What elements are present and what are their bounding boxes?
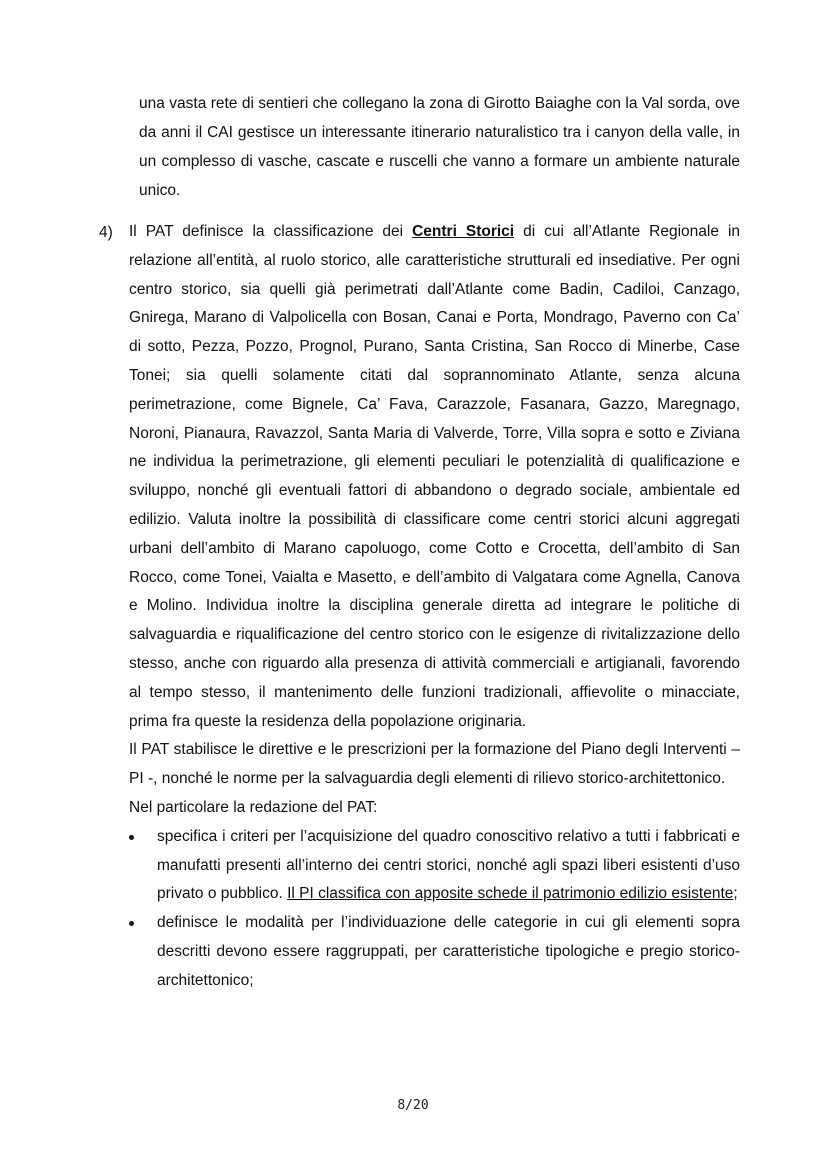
lead-text-before: Il PAT definisce la classificazione dei — [129, 223, 413, 240]
bullet-text-end: ; — [733, 885, 738, 903]
centri-storici-paragraph — [129, 218, 740, 736]
bullet-item-categories — [129, 909, 740, 995]
lead-text-after: di cui all’Atlante Regionale in relazione all’entità, al ruolo storico, alle caratteristiche strutturali ed insediative. Per ogni centro storico, sia quelli già perimetrati dall’Atlante come Badin, Cadiloi, Canzago, Gnirega, Marano di Valpolicella con Bosan, Canai e Porta, Mondrago, Paverno con Ca’ di sotto, Pezza, Pozzo, Prognol, Purano, Santa Cristina, San Rocco di Minerbe, Case Tonei; sia quelli solamente citati dal soprannominato Atlante, senza alcuna perimetrazione, come Bignele, Ca’ Fava, Carazzole, Fasanara, Gazzo, Maregnago, Noroni, Pianaura, Ravazzol, Santa Maria di Valverde, Torre, Villa sopra e sotto e Ziviana ne individua la perimetrazione, gli elementi peculiari le potenzialità di qualificazione e sviluppo, nonché gli eventuali fattori di abbandono o degrado sociale, ambientale ed edilizio. Valuta inoltre la possibilità di classificare come centri storici alcuni aggregati urbani dell’ambito di Marano capoluogo, come Cotto e Crocetta, dell’ambito di San Rocco, come Tonei, Vaialta e Masetto, e dell’ambito di Valgatara come Agnella, Canova e Molino. Individua inoltre la disciplina generale diretta ad integrare le politiche di salvaguardia e riqualificazione del centro storico con le esigenze di rivitalizzazione dello stesso, anche con riguardo alla presenza di attività commerciali e artigianali, favorendo al tempo stesso, il mantenimento delle funzioni tradizionali, affievolite o minacciate, prima fra queste la residenza della popolazione originaria. — [129, 223, 741, 730]
list-item-number: 4) — [99, 224, 113, 241]
intro-paragraph: una vasta rete di sentieri che collegano la zona di Girotto Baiaghe con la Val sorda, ove da anni il CAI gestisce un interessante itinerario naturalistico tra i canyon della valle, in un complesso di vasche, cascate e ruscelli che vanno a formare un ambiente naturale unico. — [139, 94, 740, 199]
list-item-body — [129, 218, 740, 996]
list-item-4 — [99, 218, 740, 996]
bullet-list — [129, 823, 740, 996]
bullet-underlined-text: Il PI classifica con apposite schede il patrimonio edilizio esistente — [287, 885, 734, 903]
particulars-intro: Nel particolare la redazione del PAT: — [129, 798, 378, 816]
bullet-text: definisce le modalità per l’individuazione delle categorie in cui gli elementi sopra descritti devono essere raggruppati, per caratteristiche tipologiche e pregio storico-architettonico; — [157, 914, 740, 989]
bullet-dot-icon — [129, 921, 134, 926]
directives-paragraph: Il PAT stabilisce le direttive e le prescrizioni per la formazione del Piano degli Interventi – PI -, nonché le norme per la salvaguardia degli elementi di rilievo storico-architettonico. — [129, 741, 740, 788]
bullet-text: specifica i criteri per l’acquisizione del quadro conoscitivo relativo a tutti i fabbricati e manufatti presenti all’interno dei centri storici, nonché agli spazi liberi esistenti d’uso privato o pubblico. — [157, 827, 740, 903]
page-number: 8/20 — [397, 1098, 429, 1113]
bullet-item-criteria — [129, 823, 740, 909]
centri-storici-term: Centri Storici — [412, 223, 515, 240]
bullet-dot-icon — [129, 835, 134, 840]
